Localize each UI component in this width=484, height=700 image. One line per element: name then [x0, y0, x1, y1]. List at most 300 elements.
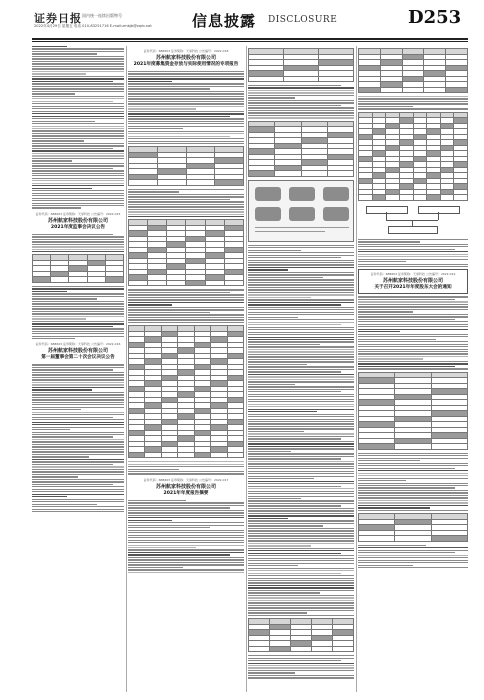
text-line: [248, 97, 295, 98]
table-cell: [359, 536, 395, 542]
text-line: [358, 106, 413, 107]
text-line: [248, 102, 354, 103]
text-line: [32, 111, 124, 112]
text-line: [358, 562, 468, 563]
text-line: [32, 83, 124, 84]
text-line: [32, 190, 124, 191]
text-line: [358, 266, 468, 267]
text-line: [358, 341, 468, 342]
text-line: [248, 396, 354, 397]
text-line: [32, 382, 124, 383]
text-line: [32, 451, 124, 452]
text-line: [248, 568, 354, 569]
text-line: [248, 505, 341, 506]
text-line: [358, 344, 468, 345]
column-4: [358, 46, 468, 692]
table-cell: [446, 87, 468, 93]
notice-title: 关于召开2021年年度股东大会的通知: [374, 285, 452, 291]
text-line: [32, 311, 124, 312]
text-line: [248, 436, 354, 437]
text-line: [358, 458, 468, 459]
text-line: [248, 421, 354, 422]
text-line: [248, 496, 354, 497]
text-line: [32, 372, 124, 373]
text-line: [32, 153, 124, 154]
body-text: [32, 364, 124, 512]
text-line: [358, 351, 468, 352]
text-line: [358, 101, 468, 102]
text-line: [248, 277, 323, 278]
text-line: [358, 567, 468, 568]
text-line: [248, 289, 354, 290]
text-line: [248, 247, 354, 248]
text-line: [32, 469, 124, 470]
text-line: [248, 319, 354, 320]
text-line: [248, 399, 354, 400]
text-line: [248, 610, 354, 611]
text-line: [128, 307, 244, 308]
diagram-node: [418, 206, 460, 214]
text-line: [32, 367, 124, 368]
text-line: [128, 554, 230, 555]
text-line: [248, 115, 354, 116]
table-cell: [431, 444, 467, 450]
body-text: [358, 96, 468, 110]
notice-title: 2021年年度报告摘要: [163, 490, 209, 496]
text-line: [358, 507, 430, 508]
text-line: [248, 672, 295, 673]
section-title: 信息披露: [192, 12, 257, 30]
table-cell: [431, 536, 467, 542]
header-rule: [32, 38, 468, 40]
text-line: [128, 319, 244, 320]
text-line: [248, 433, 354, 434]
text-line: [248, 578, 354, 579]
text-line: [32, 456, 89, 457]
text-line: [32, 318, 86, 319]
text-line: [358, 550, 468, 551]
text-line: [32, 464, 113, 465]
text-line: [128, 322, 244, 323]
text-line: [32, 180, 124, 181]
text-line: [358, 296, 468, 297]
text-line: [128, 292, 230, 293]
text-line: [248, 488, 354, 489]
text-line: [128, 111, 244, 112]
text-line: [248, 389, 354, 390]
text-line: [358, 249, 455, 250]
body-text: [358, 296, 468, 369]
text-line: [248, 575, 354, 576]
text-line: [248, 582, 354, 583]
text-line: [128, 540, 244, 541]
text-line: [248, 605, 354, 606]
text-line: [248, 327, 354, 328]
text-line: [32, 155, 124, 156]
text-line: [248, 267, 354, 268]
text-line: [248, 262, 354, 263]
text-line: [128, 91, 244, 92]
table-cell: [148, 280, 167, 286]
text-line: [248, 384, 295, 385]
text-line: [32, 133, 124, 134]
text-line: [32, 251, 124, 252]
text-line: [32, 384, 124, 385]
text-line: [32, 173, 124, 174]
product-image: [289, 207, 315, 221]
text-line: [128, 214, 244, 215]
notice-company: 苏州航家科技股份有限公司: [47, 217, 108, 224]
text-line: [248, 523, 354, 524]
text-line: [248, 322, 354, 323]
notice-meta: 证券代码：688603 证券简称：天承科技 公告编号：2022-018: [143, 49, 229, 53]
text-line: [358, 254, 468, 255]
table-row: [129, 180, 244, 186]
text-line: [358, 98, 468, 99]
text-line: [358, 316, 468, 317]
text-line: [128, 78, 244, 79]
text-line: [248, 550, 354, 551]
text-line: [32, 183, 124, 184]
text-line: [248, 366, 354, 367]
text-line: [32, 412, 124, 413]
text-line: [32, 101, 113, 102]
text-line: [358, 319, 455, 320]
text-line: [32, 369, 113, 370]
text-line: [32, 419, 124, 420]
text-line: [32, 108, 124, 109]
text-line: [32, 160, 72, 161]
text-line: [248, 443, 354, 444]
text-line: [248, 409, 354, 410]
text-line: [248, 453, 354, 454]
text-line: [32, 424, 124, 425]
text-line: [248, 677, 354, 678]
text-line: [358, 492, 468, 493]
notice-meta: 证券代码：688603 证券简称：天承科技 公告编号：2022-019: [370, 272, 456, 277]
table-cell: [51, 277, 69, 283]
text-line: [248, 486, 341, 487]
body-text: [248, 655, 354, 679]
table-cell: [395, 536, 431, 542]
text-line: [32, 306, 124, 307]
text-line: [128, 510, 244, 511]
text-line: [248, 535, 354, 536]
text-line: [358, 468, 455, 469]
text-line: [32, 427, 124, 428]
text-line: [32, 193, 124, 194]
text-line: [32, 434, 124, 435]
text-line: [32, 86, 124, 87]
text-line: [248, 471, 354, 472]
text-line: [248, 570, 354, 571]
text-line: [128, 522, 244, 523]
text-line: [32, 441, 124, 442]
text-line: [32, 93, 75, 94]
issue-date-line: 2022年4月29日 星期五 电话 010-83251716 E-mail:zmbjb@zqrb.net: [34, 24, 152, 28]
table-cell: [194, 452, 210, 458]
text-line: [128, 502, 244, 503]
body-text: [358, 239, 468, 268]
text-line: [128, 118, 244, 119]
text-line: [248, 540, 354, 541]
text-line: [248, 660, 341, 661]
notice-title: 第一届董事会第二十次会议决议公告: [41, 355, 115, 361]
text-line: [358, 510, 468, 511]
text-line: [32, 496, 67, 497]
text-line: [32, 323, 124, 324]
text-line: [32, 78, 124, 79]
text-line: [248, 346, 354, 347]
text-line: [248, 90, 354, 91]
text-line: [248, 528, 354, 529]
notice-header: [358, 269, 468, 294]
text-line: [248, 361, 354, 362]
text-line: [248, 663, 354, 664]
notice-title: 2021年度监事会决议公告: [50, 224, 106, 230]
body-text: [32, 234, 124, 253]
table-row: [359, 195, 468, 201]
text-line: [358, 470, 468, 471]
text-line: [32, 126, 124, 127]
table-row: [129, 452, 244, 458]
header-rule-thin: [32, 41, 468, 42]
notice-meta: 证券代码：688603 证券简称：天承科技 公告编号：2022-015: [35, 211, 121, 216]
data-table: [128, 325, 244, 458]
table-cell: [205, 280, 224, 286]
table-row: [359, 87, 468, 93]
text-line: [32, 150, 124, 151]
column-1: [32, 46, 124, 692]
text-line: [248, 284, 354, 285]
text-line: [128, 73, 244, 74]
table-cell: [129, 180, 158, 186]
text-line: [248, 404, 354, 405]
text-line: [32, 298, 97, 299]
table-cell: [145, 452, 161, 458]
text-line: [32, 316, 124, 317]
text-line: [32, 414, 124, 415]
notice-company: 苏州航家科技股份有限公司: [47, 348, 108, 355]
text-line: [358, 460, 420, 461]
text-line: [32, 308, 124, 309]
diagram-node: [388, 226, 438, 234]
text-line: [248, 615, 354, 616]
text-line: [32, 143, 124, 144]
text-line: [128, 121, 244, 122]
table-row: [249, 171, 354, 177]
notice-meta: 证券代码：688603 证券简称：天承科技 公告编号：2022-016: [35, 342, 121, 347]
text-line: [128, 206, 244, 207]
text-line: [32, 444, 124, 445]
table-cell: [167, 280, 186, 286]
text-line: [128, 473, 244, 474]
text-line: [32, 175, 124, 176]
text-line: [358, 483, 468, 484]
text-line: [248, 538, 354, 539]
text-line: [248, 245, 354, 246]
text-line: [248, 317, 298, 318]
text-line: [358, 321, 468, 322]
table-cell: [186, 280, 205, 286]
text-line: [32, 509, 124, 510]
text-line: [358, 495, 468, 496]
text-line: [358, 324, 468, 325]
text-line: [32, 389, 92, 390]
text-line: [248, 349, 354, 350]
text-line: [128, 552, 244, 553]
text-line: [32, 123, 124, 124]
text-line: [128, 76, 244, 77]
text-line: [358, 306, 468, 307]
text-line: [32, 461, 124, 462]
text-line: [358, 555, 468, 556]
text-line: [248, 359, 354, 360]
table-cell: [395, 444, 431, 450]
text-line: [32, 106, 124, 107]
text-line: [128, 189, 244, 190]
text-line: [248, 468, 354, 469]
text-line: [32, 103, 124, 104]
text-line: [248, 274, 354, 275]
text-line: [128, 81, 172, 82]
text-line: [248, 391, 341, 392]
text-line: [32, 291, 67, 292]
text-line: [358, 363, 468, 364]
text-line: [248, 498, 301, 499]
text-line: [32, 118, 124, 119]
table-cell: [129, 280, 148, 286]
text-line: [248, 369, 354, 370]
text-line: [128, 108, 196, 109]
text-line: [248, 324, 341, 325]
text-line: [248, 560, 354, 561]
notice-header: [128, 49, 244, 68]
text-line: [128, 103, 244, 104]
text-line: [248, 105, 341, 106]
text-line: [248, 252, 354, 253]
text-line: [128, 314, 244, 315]
text-line: [248, 558, 354, 559]
text-line: [248, 595, 354, 596]
text-line: [32, 56, 124, 57]
text-line: [32, 234, 113, 235]
table-cell: [312, 646, 333, 652]
text-line: [248, 110, 354, 111]
notice-header: [32, 342, 124, 361]
text-line: [248, 376, 354, 377]
text-line: [248, 503, 354, 504]
text-line: [248, 269, 288, 270]
text-line: [128, 464, 244, 465]
text-line: [248, 481, 354, 482]
text-line: [248, 580, 354, 581]
text-line: [358, 301, 468, 302]
body-text: [248, 245, 354, 616]
text-line: [32, 53, 97, 54]
table-cell: [359, 87, 381, 93]
text-line: [32, 499, 124, 500]
body-text: [358, 453, 468, 511]
text-line: [128, 535, 244, 536]
text-line: [32, 429, 70, 430]
table-row: [249, 646, 354, 652]
text-line: [248, 351, 354, 352]
text-line: [358, 353, 468, 354]
text-line: [32, 333, 124, 334]
table-cell: [319, 76, 354, 82]
text-line: [248, 314, 354, 315]
text-line: [32, 409, 81, 410]
data-table: [248, 618, 354, 652]
text-line: [248, 92, 354, 93]
text-line: [128, 525, 244, 526]
body-text: [128, 189, 244, 218]
text-line: [248, 600, 354, 601]
table-row: [249, 76, 354, 82]
table-cell: [224, 280, 243, 286]
text-line: [128, 199, 230, 200]
text-line: [248, 491, 354, 492]
text-line: [248, 461, 354, 462]
text-line: [128, 527, 210, 528]
product-image: [323, 187, 349, 201]
text-line: [248, 563, 354, 564]
photo-caption: [255, 231, 325, 232]
text-line: [248, 597, 354, 598]
text-line: [128, 537, 244, 538]
text-line: [248, 446, 354, 447]
text-line: [128, 469, 179, 470]
logo-subtitle: 国内统一连续出版物号: [82, 13, 122, 18]
text-line: [128, 131, 244, 132]
text-line: [248, 329, 354, 330]
text-line: [32, 397, 124, 398]
text-line: [32, 436, 113, 437]
diagram-node: [366, 206, 408, 214]
text-line: [128, 289, 244, 290]
text-line: [32, 303, 124, 304]
text-line: [248, 332, 354, 333]
text-line: [248, 260, 354, 261]
notice-header: [32, 212, 124, 231]
text-line: [32, 61, 124, 62]
text-line: [32, 422, 124, 423]
text-line: [358, 304, 468, 305]
text-line: [248, 356, 354, 357]
text-line: [128, 141, 244, 142]
text-line: [248, 282, 354, 283]
text-line: [358, 463, 468, 464]
data-table: [358, 372, 468, 450]
body-text: [32, 46, 124, 209]
text-line: [248, 451, 291, 452]
text-line: [32, 236, 124, 237]
text-line: [128, 505, 244, 506]
text-line: [358, 368, 468, 369]
text-line: [128, 562, 244, 563]
text-line: [32, 402, 124, 403]
text-line: [32, 207, 81, 208]
text-line: [248, 406, 354, 407]
text-line: [248, 573, 341, 574]
data-table: [248, 121, 354, 177]
text-line: [248, 670, 354, 671]
text-line: [358, 497, 468, 498]
text-line: [358, 480, 406, 481]
text-line: [32, 474, 124, 475]
text-line: [248, 255, 354, 256]
